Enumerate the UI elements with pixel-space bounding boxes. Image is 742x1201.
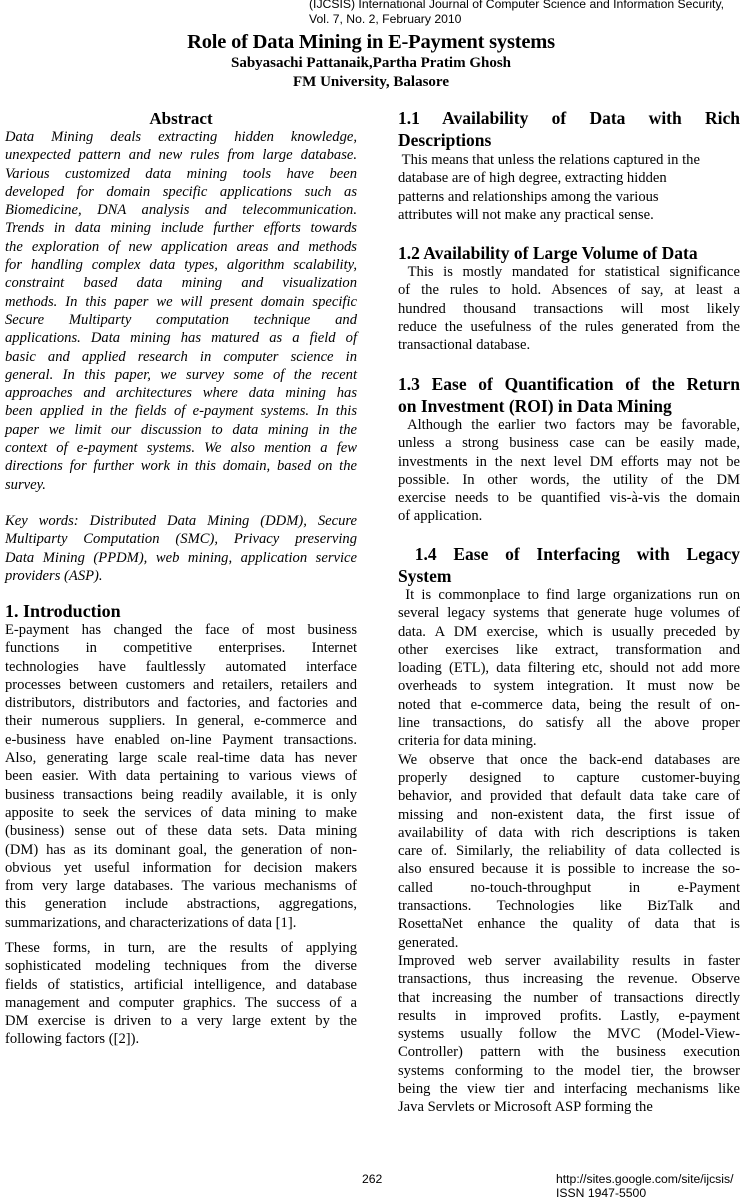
text-line: availability of data with rich descriptions is taken bbox=[398, 824, 740, 841]
paper-title: Role of Data Mining in E-Payment systems bbox=[187, 31, 555, 53]
text-line: several legacy systems that generate huge volumes of bbox=[398, 605, 740, 622]
text-line: providers (ASP). bbox=[5, 567, 103, 584]
text-line: noted that e-commerce data, being the result of on- bbox=[398, 696, 740, 713]
section-1-2-text bbox=[398, 263, 740, 354]
text-line: that increasing the number of transactions directly bbox=[398, 989, 740, 1006]
text-line: for handling complex data types, algorithm scalability, bbox=[5, 257, 357, 274]
text-line: transactional database. bbox=[398, 337, 531, 354]
section-1-3-heading bbox=[398, 373, 740, 417]
text-line: other exercises like extract, transformation and bbox=[398, 641, 740, 658]
text-line: survey. bbox=[5, 476, 46, 493]
text-line: results in improved profits. Lastly, e-payment bbox=[398, 1007, 740, 1024]
text-line: management and computer graphics. The success of a bbox=[5, 994, 357, 1011]
text-line: transactions. Technologies like BizTalk and bbox=[398, 898, 740, 915]
text-line: technologies have faultlessly automated interface bbox=[5, 658, 357, 675]
section-1-2-heading bbox=[398, 242, 740, 264]
text-line: constraint based data mining and visualization bbox=[5, 275, 357, 292]
introduction-paragraph-2 bbox=[5, 939, 357, 1049]
section-1-1-text bbox=[398, 151, 740, 224]
introduction-heading: 1. Introduction bbox=[5, 601, 121, 621]
text-line: this generation include abstractions, aggregations, bbox=[5, 896, 357, 913]
text-line: Secure Multiparty computation technique and bbox=[5, 311, 357, 328]
text-line: patterns and relationships among the various bbox=[398, 188, 659, 205]
text-line: basic and applied research in computer science in bbox=[5, 348, 357, 365]
text-line: being the view tier and interfacing mechanisms like bbox=[398, 1081, 740, 1098]
text-line: These forms, in turn, are the results of applying bbox=[5, 940, 357, 956]
text-line: the exploration of new application areas and methods bbox=[5, 238, 357, 255]
text-line: RosettaNet enhance the quality of data that is bbox=[398, 916, 740, 933]
text-line: 1.4 Ease of Interfacing with Legacy bbox=[398, 544, 740, 564]
page-number: 262 bbox=[362, 1172, 383, 1186]
text-line: processes between customers and retailers, retailers and bbox=[5, 676, 357, 693]
text-line: 1.3 Ease of Quantification of the Return bbox=[398, 374, 740, 394]
text-line: 1.2 Availability of Large Volume of Data bbox=[398, 243, 698, 263]
text-line: sophisticated modeling techniques from the diverse bbox=[5, 958, 357, 975]
text-line: functions in competitive enterprises. Internet bbox=[5, 640, 357, 657]
text-line: loading (ETL), data filtering etc, should not add more bbox=[398, 660, 740, 677]
text-line: general. In this paper, we survey some of the recent bbox=[5, 366, 357, 383]
text-line: fields of statistics, artificial intelligence, and database bbox=[5, 976, 357, 993]
text-line: criteria for data mining. bbox=[398, 733, 537, 750]
text-line: line transactions, do satisfy all the above proper bbox=[398, 715, 740, 732]
section-1-4-paragraph-3 bbox=[398, 952, 740, 1117]
text-line: properly designed to capture customer-buying bbox=[398, 769, 740, 786]
journal-name: (IJCSIS) International Journal of Computer Science and Information Security, bbox=[309, 0, 725, 11]
text-line: missing and non-existent data, the first issue of bbox=[398, 806, 740, 823]
text-line: also ensured because it is possible to increase the so- bbox=[398, 861, 740, 878]
text-line: It is commonplace to find large organizations run on bbox=[398, 587, 740, 603]
authors: Sabyasachi Pattanaik,Partha Pratim Ghosh bbox=[230, 55, 512, 71]
text-line: attributes will not make any practical sense. bbox=[398, 206, 654, 223]
text-line: been applied in the fields of e-payment systems. In this bbox=[5, 403, 357, 420]
text-line: generated. bbox=[398, 934, 459, 951]
text-line: overheads to system integration. It must now be bbox=[398, 678, 740, 695]
text-line: from very large databases. The various mechanisms of bbox=[5, 878, 357, 895]
text-line: DM exercise is driven to a very large extent by the bbox=[5, 1013, 357, 1030]
text-line: summarizations, and characterizations of data [1]. bbox=[5, 914, 297, 931]
text-line: obvious yet useful information for decision makers bbox=[5, 859, 357, 876]
text-line: Data Mining deals extracting hidden knowledge, bbox=[5, 129, 357, 145]
text-line: behavior, and provided that default data take care of bbox=[398, 788, 740, 805]
text-line: System bbox=[398, 566, 452, 586]
section-1-1-heading bbox=[398, 107, 740, 151]
text-line: care of. Similarly, the reliability of data collected is bbox=[398, 843, 740, 860]
text-line: business transactions being readily available, it is only bbox=[5, 786, 357, 803]
section-1-3-text bbox=[398, 416, 740, 526]
text-line: Although the earlier two factors may be favorable, bbox=[398, 417, 740, 433]
abstract-text bbox=[5, 128, 357, 494]
text-line: data. A DM exercise, which is usually preceded by bbox=[398, 623, 740, 640]
text-line: systems usually follow the MVC (Model-View- bbox=[398, 1026, 740, 1043]
text-line: Descriptions bbox=[398, 130, 492, 150]
text-line: investments in the next level DM efforts may not be bbox=[398, 453, 740, 470]
text-line: called no-touch-throughput in e-Payment bbox=[398, 879, 740, 896]
text-line: context of e-payment systems. We also mention a few bbox=[5, 440, 357, 457]
text-line: (DM) has as its dominant goal, the generation of non- bbox=[5, 841, 357, 858]
text-line: transactions, thus increasing the revenue. Observe bbox=[398, 971, 740, 988]
issn: ISSN 1947-5500 bbox=[556, 1186, 647, 1200]
text-line: of the rules to hold. Absences of say, at least a bbox=[398, 282, 740, 299]
introduction-paragraph-1 bbox=[5, 621, 357, 932]
text-line: possible. In other words, the utility of the DM bbox=[398, 471, 740, 488]
text-line: distributors, distributors and factories, and factories and bbox=[5, 695, 357, 712]
abstract-heading: Abstract bbox=[149, 109, 213, 128]
text-line: applications. Data mining has matured as a field of bbox=[5, 330, 357, 347]
text-line: We observe that once the back-end databases are bbox=[398, 751, 740, 768]
text-line: Key words: Distributed Data Mining (DDM), Secure bbox=[5, 513, 357, 529]
text-line: systems conforming to the model tier, the browser bbox=[398, 1062, 740, 1079]
journal-header bbox=[309, 0, 724, 27]
text-line: exercise needs to be quantified vis-à-vis the domain bbox=[398, 490, 740, 507]
text-line: This means that unless the relations captured in the bbox=[398, 152, 700, 168]
text-line: on Investment (ROI) in Data Mining bbox=[398, 396, 672, 416]
text-line: Controller) pattern with the business execution bbox=[398, 1044, 740, 1061]
section-1-4-paragraph-2 bbox=[398, 751, 740, 952]
keywords bbox=[5, 512, 357, 585]
text-line: paper we limit our discussion to data mining in the bbox=[5, 421, 357, 438]
text-line: database are of high degree, extracting hidden bbox=[398, 170, 667, 187]
text-line: apposite to seek the services of data mining to make bbox=[5, 804, 357, 821]
text-line: methods. In this paper we will present domain specific bbox=[5, 293, 357, 310]
text-line: Trends in data mining include further efforts towards bbox=[5, 220, 357, 237]
text-line: Various customized data mining tools have been bbox=[5, 165, 357, 182]
text-line: reduce the usefulness of the rules generated from the bbox=[398, 318, 740, 335]
text-line: 1.1 Availability of Data with Rich bbox=[398, 108, 740, 128]
text-line: Java Servlets or Microsoft ASP forming the bbox=[398, 1099, 653, 1116]
text-line: Multiparty Computation (SMC), Privacy preserving bbox=[5, 531, 357, 548]
text-line: Biomedicine, DNA analysis and telecommunication. bbox=[5, 202, 357, 219]
text-line: approaches and architectures where data mining has bbox=[5, 385, 357, 402]
text-line: unexpected pattern and new rules from large database. bbox=[5, 147, 357, 164]
text-line: been easier. With data pertaining to various views of bbox=[5, 768, 357, 785]
text-line: Improved web server availability results in faster bbox=[398, 953, 740, 969]
text-line: directions for further work in this domain, based on the bbox=[5, 458, 357, 475]
section-1-4-paragraph-1 bbox=[398, 586, 740, 751]
journal-url[interactable]: http://sites.google.com/site/ijcsis/ bbox=[556, 1172, 734, 1186]
text-line: (business) sense out of these data sets. Data mining bbox=[5, 823, 357, 840]
text-line: of application. bbox=[398, 508, 483, 525]
journal-volume: Vol. 7, No. 2, February 2010 bbox=[309, 12, 462, 26]
text-line: unless a strong business case can be easily made, bbox=[398, 435, 740, 452]
text-line: hundred thousand transactions will most likely bbox=[398, 300, 740, 317]
text-line: their numerous suppliers. In general, e-commerce and bbox=[5, 713, 357, 730]
affiliation: FM University, Balasore bbox=[293, 74, 449, 90]
text-line: Data Mining (PPDM), web mining, application service bbox=[5, 549, 357, 566]
text-line: following factors ([2]). bbox=[5, 1031, 140, 1048]
text-line: E-payment has changed the face of most business bbox=[5, 622, 357, 638]
text-line: e-business have enabled on-line Payment transactions. bbox=[5, 731, 357, 748]
section-1-4-heading bbox=[398, 543, 740, 587]
text-line: Also, generating large scale real-time data has never bbox=[5, 750, 357, 767]
text-line: developed for domain specific applications such as bbox=[5, 183, 357, 200]
text-line: This is mostly mandated for statistical significance bbox=[398, 264, 740, 280]
